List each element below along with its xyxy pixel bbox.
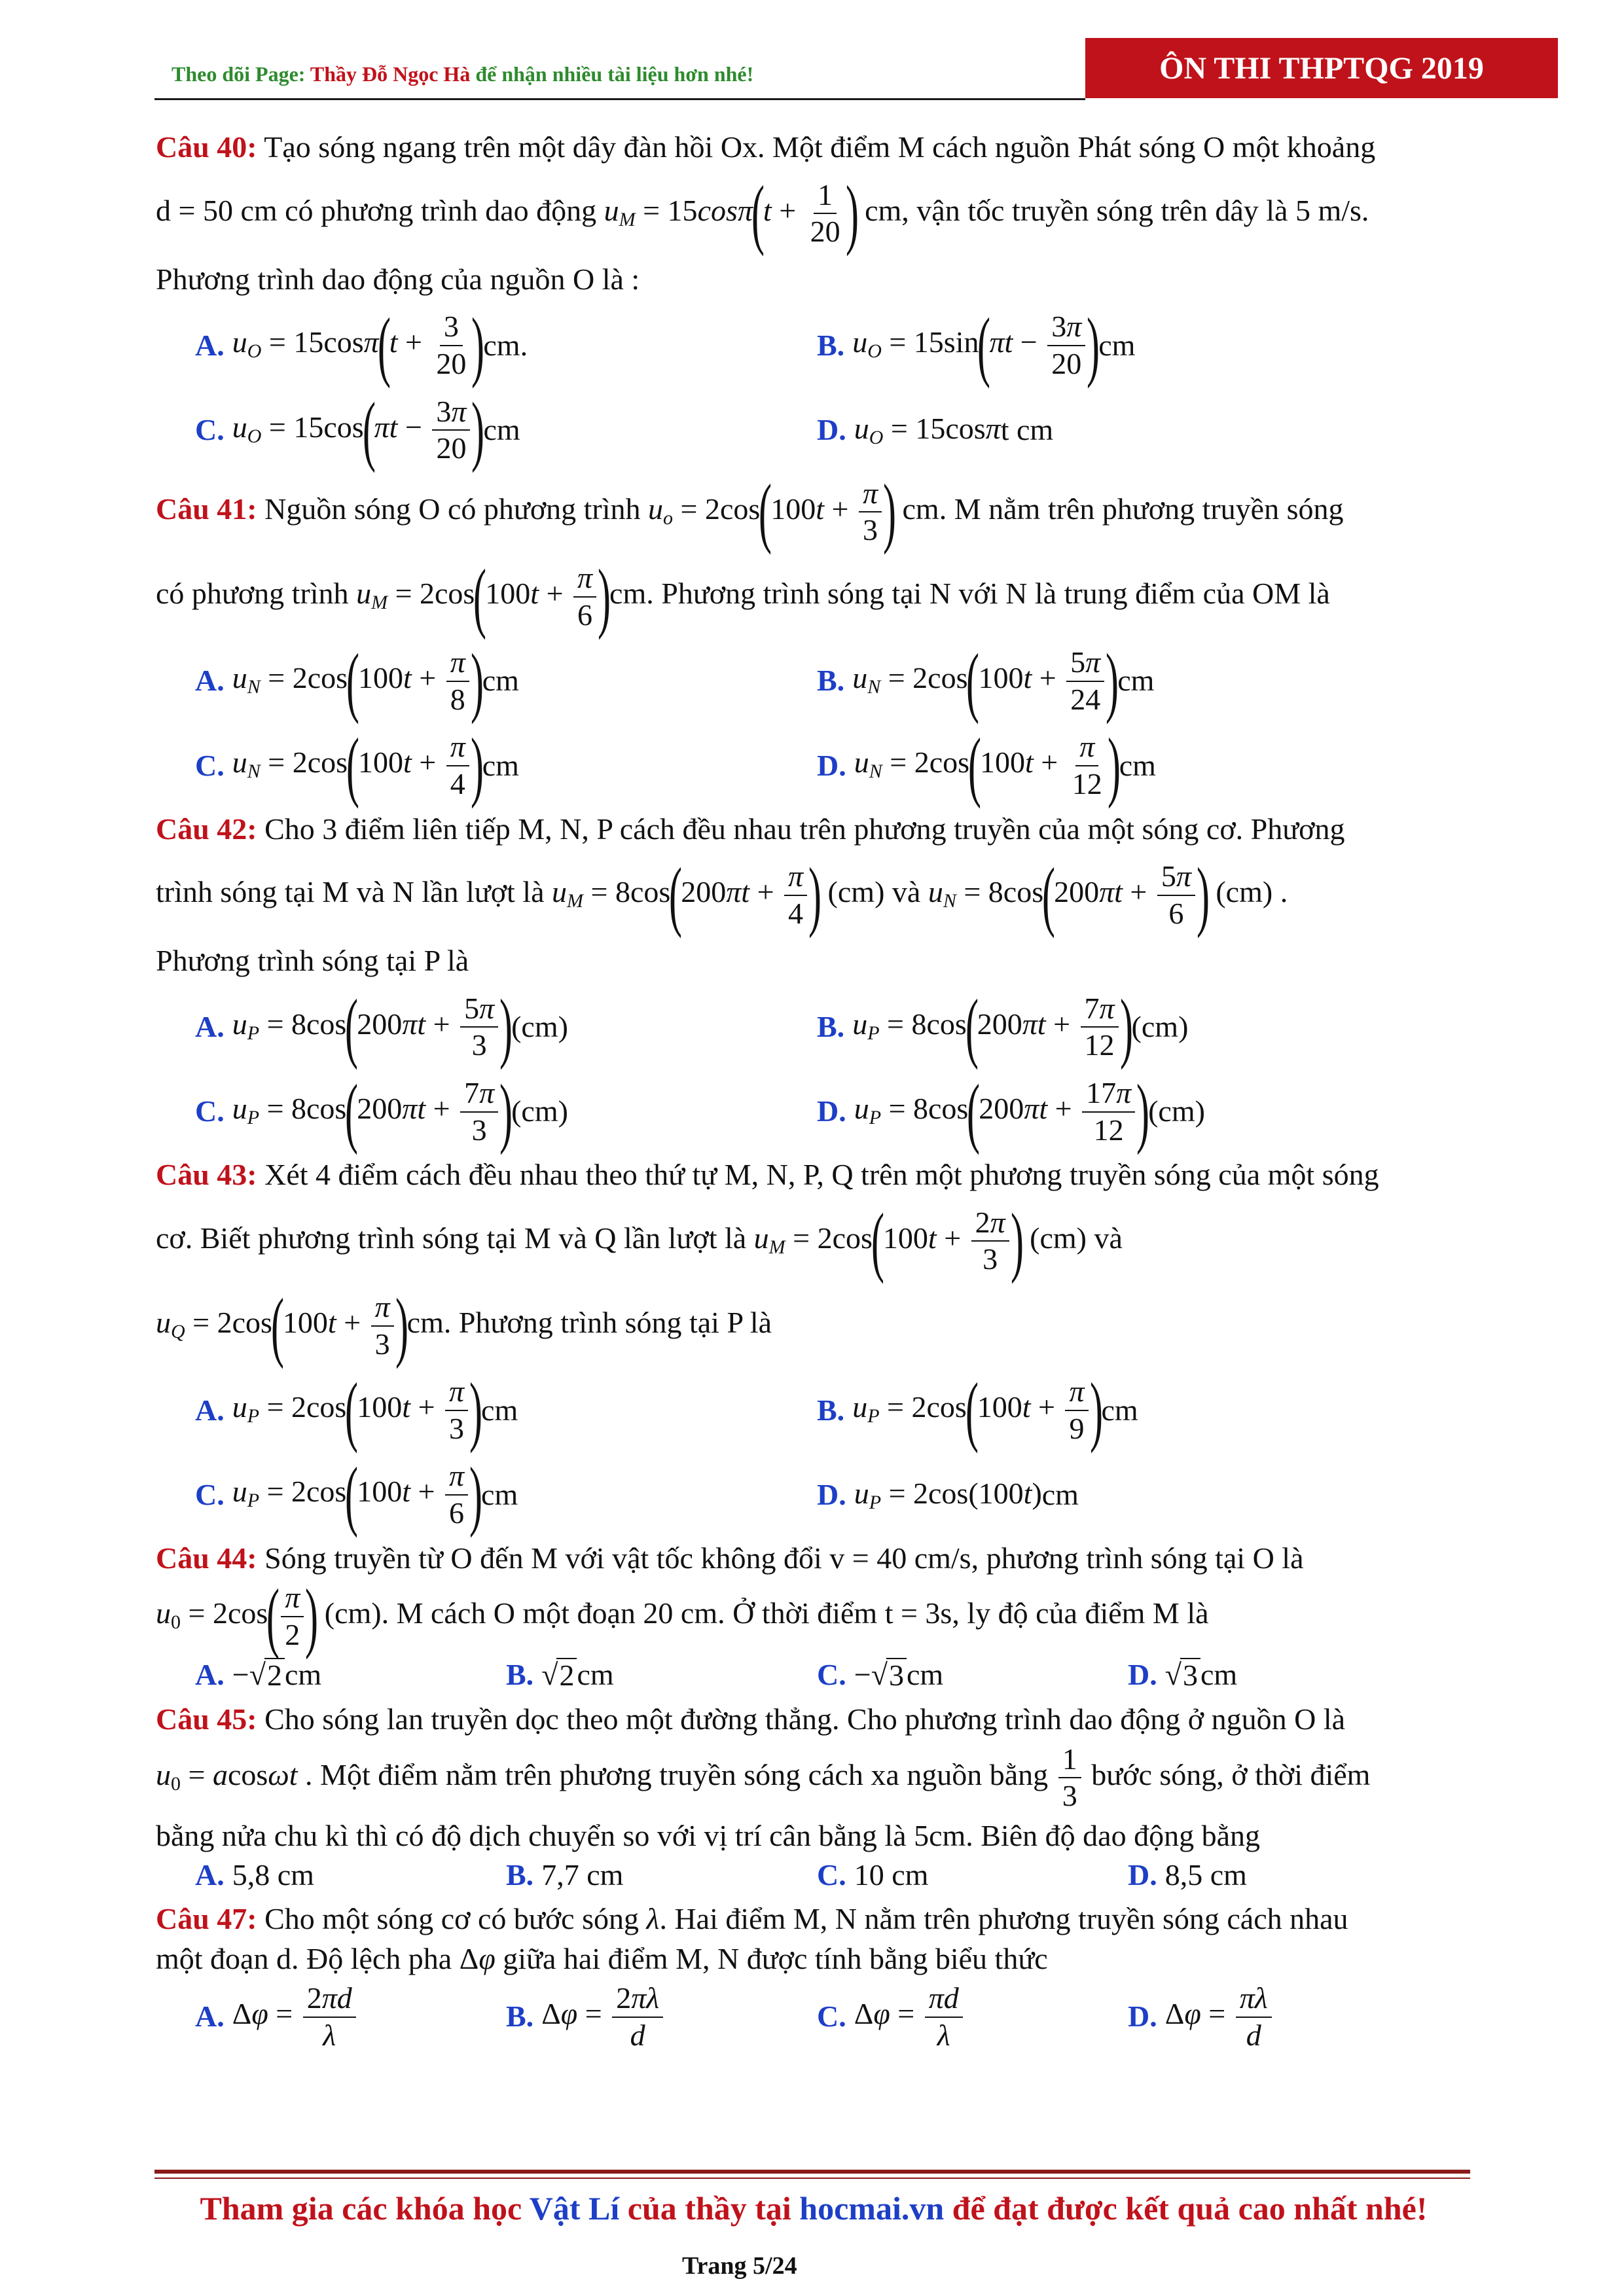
question-text [156, 813, 1491, 846]
formula: $u_M = 2\cos(100t$ + $\frac{2\pi}{3}$ ) [753, 1197, 1024, 1285]
formula: $u_N = 2\cos(100t$ + $\frac{\pi}{4}$ ) [232, 721, 484, 809]
formula: $u_P = 2\cos(100t$ + $\frac{\pi}{6}$ ) [232, 1451, 483, 1538]
option-label: A. [195, 1658, 225, 1692]
formula: $u_P = 2\cos(100t$ + $\frac{\pi}{3}$ ) [232, 1366, 483, 1454]
answer-option-b[interactable] [817, 301, 1471, 389]
question-44 [156, 1542, 1491, 1693]
question-text [156, 1282, 1491, 1369]
answer-option-c[interactable] [817, 1859, 1128, 1892]
answer-option-a[interactable] [195, 1859, 506, 1892]
answer-option-b[interactable] [506, 1982, 817, 2052]
question-label: Câu 47: [156, 1901, 257, 1935]
option-unit: t cm [1000, 412, 1054, 446]
question-text-line: Tạo sóng ngang trên một dây đàn hồi Ox. Một điểm M cách nguồn Phát sóng O một khoảng [257, 130, 1376, 164]
option-value: 7,7 cm [541, 1858, 624, 1892]
question-text-line: d = 50 cm có phương trình dao động [156, 193, 604, 227]
question-text [156, 468, 1491, 556]
option-label: B. [817, 1010, 845, 1044]
question-text [156, 851, 1491, 939]
formula: $u_M = 15\cos\pi(t$ + $\frac{1}{20}$ ) [604, 170, 859, 257]
formula: Δφ = $\frac{2\pi d}{\lambda}$ [232, 1982, 359, 2052]
formula: Δφ = $\frac{2\pi\lambda}{d}$ [541, 1982, 666, 2052]
question-text-line: . Một điểm nằm trên phương truyền sóng cách xa nguồn bằng [297, 1757, 1056, 1791]
footer-text: của thầy tại [619, 2190, 800, 2227]
option-label: C. [195, 1477, 225, 1511]
option-label: D. [1128, 1858, 1157, 1892]
formula: $u_O = 15\cos(\pi t$ − $\frac{3\pi}{20}$ ) [232, 386, 485, 474]
question-text [156, 1820, 1491, 1853]
question-text-line: cm. M nằm trên phương truyền sóng [895, 492, 1344, 526]
option-unit: cm [482, 664, 519, 698]
option-unit: cm [284, 1658, 322, 1692]
formula: $u_P = 2\cos(100t$ + $\frac{\pi}{9}$ ) [852, 1366, 1103, 1454]
option-value: 8,5 cm [1164, 1858, 1247, 1892]
question-text-line: Xét 4 điểm cách đều nhau theo thứ tự M, N, P, Q trên một phương truyền sóng của một sóng [257, 1158, 1379, 1192]
answer-option-d[interactable] [1128, 1982, 1439, 2052]
question-label: Câu 40: [156, 130, 257, 164]
option-unit: cm [483, 412, 520, 446]
header-divider [154, 98, 1085, 100]
header-teacher-link[interactable]: Thầy Đỗ Ngọc Hà [310, 62, 471, 86]
exam-badge: ÔN THI THPTQG 2019 [1085, 38, 1558, 98]
delta-phi-symbol: Δφ [459, 1941, 496, 1975]
formula: $u_O = 15\cos\pi(t$ + $\frac{3}{20}$ ) [232, 301, 485, 389]
question-text-line: một đoạn d. Độ lệch pha [156, 1941, 460, 1975]
option-label: B. [817, 664, 845, 698]
option-unit: cm [1041, 1477, 1079, 1511]
option-radicand: 3 [886, 1658, 907, 1693]
question-text [156, 1703, 1491, 1736]
option-unit: (cm) [1148, 1094, 1205, 1128]
question-text [156, 1572, 1491, 1660]
option-value: 5,8 cm [232, 1858, 314, 1892]
answer-options [156, 1982, 1491, 2052]
answer-option-d[interactable] [1128, 1859, 1439, 1892]
question-text-line: cm. Phương trình sóng tại P là [406, 1306, 772, 1340]
formula: $u_O = 15\cos\pi$ [854, 411, 1001, 448]
question-45 [156, 1703, 1491, 1892]
question-label: Câu 42: [156, 812, 257, 846]
option-label: C. [817, 2000, 846, 2034]
footer-divider-thick [154, 2170, 1470, 2174]
answer-option-b[interactable]: B. √ 2 cm [506, 1658, 614, 1693]
formula: $u_N = 2\cos(100t$ + $\frac{\pi}{12}$ ) [854, 721, 1121, 809]
formula: $u_P = 2\cos(100t)$ [854, 1476, 1042, 1513]
answer-options [156, 301, 1491, 474]
question-text-line: bước sóng, ở thời điểm [1083, 1757, 1371, 1791]
question-47 [156, 1903, 1491, 2052]
option-unit: (cm) [511, 1010, 568, 1044]
lambda-symbol: λ [646, 1901, 660, 1935]
option-radicand: 2 [556, 1658, 577, 1693]
formula: $u_M = 2\cos(100t$ + $\frac{\pi}{6}$ ) [356, 552, 611, 640]
answer-option-c[interactable] [195, 1451, 817, 1538]
question-text [156, 1943, 1491, 1976]
question-text [156, 552, 1491, 640]
answer-option-b[interactable] [817, 983, 1471, 1071]
answer-option-a[interactable] [195, 1982, 506, 2052]
formula: $u_M = 8\cos(200\pi t$ + $\frac{\pi}{4}$ ) [552, 851, 822, 939]
question-text-line: (cm) và [820, 875, 928, 909]
answer-option-d[interactable] [817, 1460, 1471, 1530]
question-text-line: (cm) và [1022, 1221, 1123, 1255]
option-label: A. [195, 1393, 225, 1427]
answer-option-a[interactable] [195, 301, 817, 389]
question-42 [156, 812, 1491, 1155]
question-text-line: bằng nửa chu kì thì có độ dịch chuyển so với vị trí cân bằng là 5cm. Biên độ dao động bằng [156, 1818, 1260, 1852]
formula: $u_O = 15\sin(\pi t$ − $\frac{3\pi}{20}$ ) [852, 301, 1100, 389]
footer-site-link[interactable]: hocmai.vn [799, 2190, 945, 2227]
answer-option-a[interactable] [195, 983, 817, 1071]
option-label: D. [1128, 2000, 1157, 2034]
option-label: D. [817, 748, 846, 782]
option-unit: cm [1101, 1393, 1138, 1427]
formula: Δφ = $\frac{\pi\lambda}{d}$ [1165, 1982, 1274, 2052]
option-label: C. [195, 412, 225, 446]
formula: $u_o = 2\cos(100t$ + $\frac{\pi}{3}$ ) [648, 468, 897, 556]
option-label: D. [817, 1477, 846, 1511]
answer-option-b[interactable] [817, 637, 1471, 725]
answer-option-c[interactable]: C. − √ 3 cm [817, 1658, 944, 1693]
answer-options [156, 637, 1491, 809]
answer-option-c[interactable] [195, 386, 817, 474]
option-label: C. [195, 1094, 225, 1128]
question-text [156, 170, 1491, 257]
footer-text: Tham gia các khóa học [200, 2190, 530, 2227]
question-text-line: Phương trình sóng tại P là [156, 944, 469, 978]
question-text-line: cm. Phương trình sóng tại N với N là trung điểm của OM là [609, 577, 1330, 611]
option-unit: cm [482, 748, 519, 782]
formula: $u_P = 8\cos(200\pi t$ + $\frac{7\pi}{3}$ ) [232, 1067, 513, 1155]
option-label: C. [817, 1858, 846, 1892]
option-label: B. [506, 2000, 534, 2034]
footer-divider-thin [154, 2178, 1470, 2179]
formula: $u_P = 8\cos(200\pi t$ + $\frac{17\pi}{12}$ ) [854, 1067, 1150, 1155]
formula: $u_P = 8\cos(200\pi t$ + $\frac{5\pi}{3}$ ) [232, 983, 513, 1071]
header-note [171, 62, 753, 86]
question-text [156, 944, 1491, 978]
option-label: B. [506, 1658, 534, 1692]
question-text [156, 131, 1491, 164]
answer-options [156, 1658, 1491, 1693]
question-text-line: Phương trình dao động của nguồn O là : [156, 262, 640, 296]
option-unit: cm [906, 1658, 944, 1692]
question-text-line: Sóng truyền từ O đến M với vật tốc không đổi v = 40 cm/s, phương trình sóng tại O là [257, 1541, 1304, 1575]
answer-option-a[interactable] [195, 637, 817, 725]
answer-option-c[interactable] [195, 1067, 817, 1155]
option-unit: (cm) [511, 1094, 568, 1128]
question-text [156, 1743, 1491, 1813]
formula: $u_Q = 2\cos(100t$ + $\frac{\pi}{3}$ ) [156, 1282, 408, 1369]
option-label: B. [506, 1858, 534, 1892]
option-unit: cm [1119, 748, 1156, 782]
question-text-line: trình sóng tại M và N lần lượt là [156, 875, 552, 909]
option-label: A. [195, 328, 225, 362]
answer-option-a[interactable]: A. − √ 2 cm [195, 1658, 322, 1693]
option-unit: cm [1117, 664, 1155, 698]
page-number: Trang 5/24 [682, 2252, 797, 2280]
option-label: D. [1128, 1658, 1157, 1692]
question-text-line: giữa hai điểm M, N được tính bằng biểu thức [495, 1941, 1048, 1975]
option-label: A. [195, 2000, 225, 2034]
option-value: 10 cm [854, 1858, 929, 1892]
option-unit: cm. [483, 328, 528, 362]
fraction: $\frac{1}{3}$ [1058, 1743, 1081, 1813]
option-label: B. [817, 1393, 845, 1427]
answer-options [156, 1859, 1491, 1892]
question-list [156, 131, 1491, 2062]
header-suffix: để nhận nhiều tài liệu hơn nhé! [470, 62, 754, 86]
answer-option-b[interactable] [817, 1366, 1471, 1454]
question-text [156, 263, 1491, 296]
question-text-line: (cm). M cách O một đoạn 20 cm. Ở thời điểm t = 3s, ly độ của điểm M là [317, 1596, 1209, 1630]
answer-option-c[interactable] [195, 721, 817, 809]
option-label: B. [817, 328, 845, 362]
option-label: C. [817, 1658, 846, 1692]
question-text-line: Cho một sóng cơ có bước sóng [257, 1901, 647, 1935]
option-unit: cm [577, 1658, 614, 1692]
option-label: C. [195, 748, 225, 782]
formula: $u_0 = acos\omega t$ [156, 1757, 298, 1795]
question-text-line: Cho 3 điểm liên tiếp M, N, P cách đều nhau trên phương truyền của một sóng cơ. Phương [257, 812, 1345, 846]
question-text [156, 1903, 1491, 1936]
option-unit: cm [481, 1477, 518, 1511]
formula: $u_N = 8\cos(200\pi t$ + $\frac{5\pi}{6}$ ) [928, 851, 1210, 939]
option-unit: cm [1098, 328, 1136, 362]
formula: $u_N = 2\cos(100t$ + $\frac{\pi}{8}$ ) [232, 637, 484, 725]
option-radicand: 2 [264, 1658, 285, 1693]
footer-text: để đạt được kết quả cao nhất nhé! [944, 2190, 1428, 2227]
answer-option-d[interactable] [817, 395, 1471, 465]
question-41 [156, 468, 1491, 809]
answer-option-d[interactable] [817, 1067, 1471, 1155]
answer-option-d[interactable]: D. √ 3 cm [1128, 1658, 1238, 1693]
formula: $u_P = 8\cos(200\pi t$ + $\frac{7\pi}{12}$ ) [852, 983, 1133, 1071]
answer-option-d[interactable] [817, 721, 1471, 809]
answer-option-a[interactable] [195, 1366, 817, 1454]
question-text-line: Cho sóng lan truyền dọc theo một đường thẳng. Cho phương trình dao động ở nguồn O là [257, 1702, 1346, 1736]
option-unit: cm [481, 1393, 518, 1427]
option-label: A. [195, 1858, 225, 1892]
question-40 [156, 130, 1491, 474]
answer-options [156, 1366, 1491, 1538]
question-text-line: . Hai điểm M, N nằm trên phương truyền sóng cách nhau [659, 1901, 1348, 1935]
question-text [156, 1158, 1491, 1192]
formula: $u_N = 2\cos(100t$ + $\frac{5\pi}{24}$ ) [852, 637, 1119, 725]
option-label: A. [195, 664, 225, 698]
question-text-line: có phương trình [156, 577, 357, 611]
option-label: D. [817, 1094, 846, 1128]
formula: Δφ = $\frac{\pi d}{\lambda}$ [854, 1982, 965, 2052]
formula: $u_0 = 2\cos$( $\frac{\pi}{2}$ ) [156, 1572, 319, 1660]
answer-option-c[interactable] [817, 1982, 1128, 2052]
question-label: Câu 44: [156, 1541, 257, 1575]
question-text-line: Nguồn sóng O có phương trình [257, 492, 649, 526]
footer-promo [156, 2189, 1471, 2227]
option-label: A. [195, 1010, 225, 1044]
answer-options [156, 983, 1491, 1155]
question-label: Câu 43: [156, 1158, 257, 1192]
question-text [156, 1197, 1491, 1285]
question-label: Câu 45: [156, 1702, 257, 1736]
question-text-line: cm, vận tốc truyền sóng trên dây là 5 m/s. [857, 193, 1369, 227]
question-label: Câu 41: [156, 492, 257, 526]
option-sign: − [232, 1658, 249, 1692]
option-radicand: 3 [1180, 1658, 1200, 1693]
option-sign: − [854, 1658, 871, 1692]
header-prefix: Theo dõi Page: [171, 62, 310, 86]
question-43 [156, 1158, 1491, 1538]
question-text [156, 1542, 1491, 1575]
answer-option-b[interactable] [506, 1859, 817, 1892]
question-text-line: (cm) . [1208, 875, 1288, 909]
question-text-line: cơ. Biết phương trình sóng tại M và Q lần lượt là [156, 1221, 754, 1255]
option-label: D. [817, 412, 846, 446]
option-unit: (cm) [1131, 1010, 1189, 1044]
footer-subject: Vật Lí [529, 2190, 620, 2227]
option-unit: cm [1200, 1658, 1238, 1692]
